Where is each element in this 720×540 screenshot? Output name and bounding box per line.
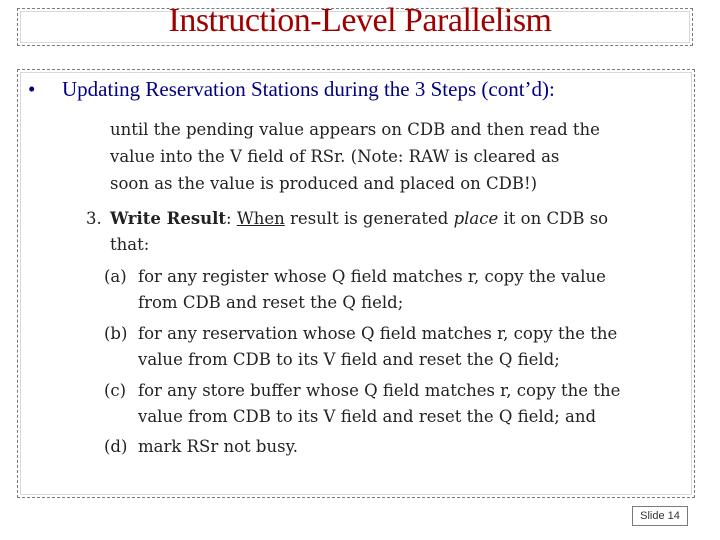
step-heading: [110, 207, 608, 231]
item-c-line-1: for any store buffer whose Q field matches r, copy the the: [138, 381, 621, 400]
item-a-line-1: for any register whose Q field matches r, copy the value: [138, 267, 606, 286]
item-a-line-2: from CDB and reset the Q field;: [138, 293, 404, 312]
step-place: place: [453, 209, 499, 228]
step-text-2: it on CDB so: [498, 209, 609, 228]
item-d-line-1: mark RSr not busy.: [138, 437, 298, 456]
item-b-line-2: value from CDB to its V field and reset the Q field;: [138, 350, 560, 369]
item-c-marker: (c): [104, 381, 127, 400]
item-d-marker: (d): [104, 437, 128, 456]
item-c-line-2: value from CDB to its V field and reset the Q field; and: [138, 407, 597, 426]
item-b-marker: (b): [104, 324, 128, 343]
step-number: 3.: [86, 209, 102, 228]
step-when: When: [236, 209, 285, 228]
bullet-icon: •: [28, 77, 36, 101]
bullet-text: Updating Reservation Stations during the 3 Steps (cont’d):: [62, 77, 555, 101]
step-name: Write Result: [110, 209, 226, 228]
step-text-1: result is generated: [284, 209, 454, 228]
continuation-line-2: value into the V field of RSr. (Note: RAW is cleared as: [110, 147, 560, 166]
scanned-excerpt: [60, 112, 688, 484]
continuation-line-3: soon as the value is produced and placed on CDB!): [110, 174, 538, 193]
item-a-marker: (a): [104, 267, 127, 286]
continuation-line-1: until the pending value appears on CDB and then read the: [110, 120, 600, 139]
item-b-line-1: for any reservation whose Q field matches r, copy the the: [138, 324, 618, 343]
slide-number: Slide 14: [632, 506, 688, 526]
step-colon: :: [226, 209, 232, 228]
slide-title: Instruction-Level Parallelism: [168, 2, 552, 39]
step-text-3: that:: [110, 235, 150, 254]
